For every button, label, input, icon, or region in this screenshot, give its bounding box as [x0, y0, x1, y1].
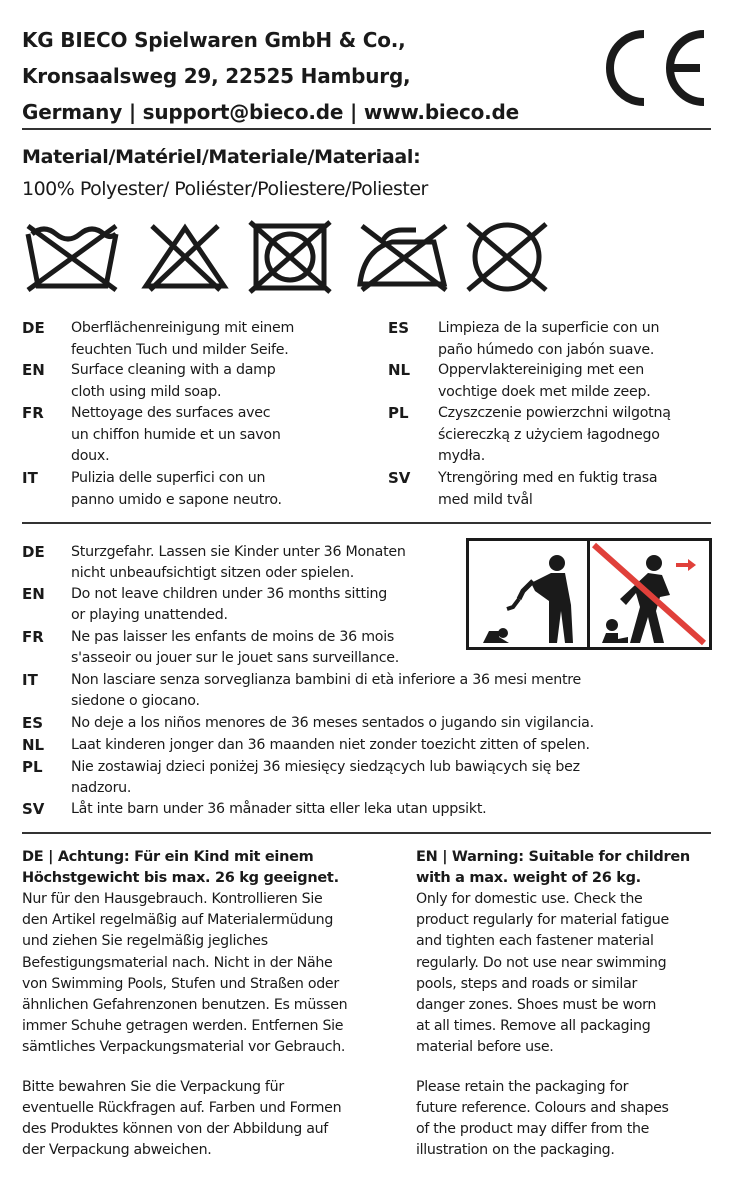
- warning-de-column: [22, 847, 362, 1161]
- cleaning-text: Ytrengöring med en fuktig trasa med mild tvål: [438, 470, 658, 508]
- ce-mark-icon: [600, 24, 712, 112]
- cleaning-text: Oberflächenreinigung mit einem feuchten Tuch und milder Seife.: [71, 320, 295, 358]
- material-value: 100% Polyester/ Poliéster/Poliestere/Poliester: [22, 178, 428, 200]
- warning-text: Nie zostawiaj dzieci poniżej 36 miesięcy siedzących lub bawiących się bez nadzoru.: [71, 759, 580, 796]
- warning-body: Nur für den Hausgebrauch. Kontrollieren Sie den Artikel regelmäßig auf Materialermüdung und ziehen Sie regelmäßig jegliches Befestigungsmaterial nach. Nicht in der Nähe von Swimming Pools, Stufen und Straßen oder ähnlichen Gefahrenzonen benutzen. Es müssen immer Schuhe getragen werden. Entfernen Sie sämtliches Verpackungsmaterial vor Gebrauch.: [22, 891, 348, 1056]
- language-code: ES: [22, 714, 44, 732]
- do-not-tumble-dry-icon: [246, 220, 334, 294]
- warning-body: Only for domestic use. Check the product regularly for material fatigue and tighten each fastener material regularly. Do not use near swimming pools, steps and roads or similar danger zones. Shoes must be worn at all times. Remove all packaging material before use.: [416, 891, 669, 1056]
- language-code: FR: [22, 628, 44, 646]
- adult-supervising-child-icon: [469, 541, 587, 647]
- divider: [22, 832, 711, 834]
- supervision-pictogram: [466, 538, 712, 650]
- cleaning-text: Czyszczenie powierzchni wilgotną ściereczką z użyciem łagodnego mydła.: [438, 405, 671, 464]
- warning-text: Non lasciare senza sorveglianza bambini di età inferiore a 36 mesi mentre siedone o giocano.: [71, 672, 582, 709]
- warning-heading: EN | Warning: Suitable for children with a max. weight of 26 kg.: [416, 849, 690, 886]
- language-code: EN: [22, 361, 45, 379]
- language-code: DE: [22, 543, 45, 561]
- packaging-note: Please retain the packaging for future reference. Colours and shapes of the product may differ from the illustration on the packaging.: [416, 1078, 669, 1159]
- language-code: DE: [22, 319, 45, 337]
- language-code: SV: [22, 800, 45, 818]
- packaging-note: Bitte bewahren Sie die Verpackung für eventuelle Rückfragen auf. Farben und Formen des Produktes können von der Abbildung auf der Verpackung abweichen.: [22, 1078, 342, 1159]
- do-not-iron-icon: [352, 220, 452, 294]
- cleaning-text: Surface cleaning with a damp cloth using mild soap.: [71, 362, 276, 400]
- language-code: IT: [22, 671, 38, 689]
- warning-text: No deje a los niños menores de 36 meses sentados o jugando sin vigilancia.: [71, 715, 594, 731]
- warning-text: Ne pas laisser les enfants de moins de 36 mois s'asseoir ou jouer sur le jouet sans surveillance.: [71, 629, 400, 666]
- language-code: SV: [388, 469, 411, 487]
- warning-text: Låt inte barn under 36 månader sitta eller leka utan uppsikt.: [71, 801, 487, 817]
- cleaning-text: Limpieza de la superficie con un paño húmedo con jabón suave.: [438, 320, 660, 358]
- warning-text: Sturzgefahr. Lassen sie Kinder unter 36 Monaten nicht unbeaufsichtigt sitzen oder spielen.: [71, 544, 406, 581]
- language-code: PL: [22, 758, 43, 776]
- material-title: Material/Matériel/Materiale/Materiaal:: [22, 146, 421, 168]
- language-code: IT: [22, 469, 38, 487]
- warning-text: Laat kinderen jonger dan 36 maanden niet zonder toezicht zitten of spelen.: [71, 737, 590, 753]
- cleaning-text: Nettoyage des surfaces avec un chiffon humide et un savon doux.: [71, 405, 281, 464]
- warning-heading: DE | Achtung: Für ein Kind mit einem Höchstgewicht bis max. 26 kg geeignet.: [22, 849, 339, 886]
- address-line-1: KG BIECO Spielwaren GmbH & Co.,: [22, 28, 406, 52]
- do-not-dry-clean-icon: [462, 220, 552, 294]
- cleaning-text: Oppervlaktereiniging met een vochtige doek met milde zeep.: [438, 362, 651, 400]
- manufacturer-address: [22, 22, 582, 130]
- divider: [22, 522, 711, 524]
- cleaning-text: Pulizia delle superfici con un panno umido e sapone neutro.: [71, 470, 282, 508]
- language-code: FR: [22, 404, 44, 422]
- address-line-3: Germany | support@bieco.de | www.bieco.de: [22, 100, 520, 124]
- warning-en-column: [416, 847, 716, 1161]
- language-code: NL: [388, 361, 411, 379]
- address-line-2: Kronsaalsweg 29, 22525 Hamburg,: [22, 64, 411, 88]
- do-not-wash-icon: [22, 220, 122, 294]
- language-code: PL: [388, 404, 409, 422]
- language-code: ES: [388, 319, 410, 337]
- warning-text: Do not leave children under 36 months sitting or playing unattended.: [71, 586, 388, 623]
- language-code: NL: [22, 736, 45, 754]
- do-not-bleach-icon: [140, 220, 230, 294]
- adult-leaving-child-icon: [590, 541, 709, 647]
- divider: [22, 128, 711, 130]
- language-code: EN: [22, 585, 45, 603]
